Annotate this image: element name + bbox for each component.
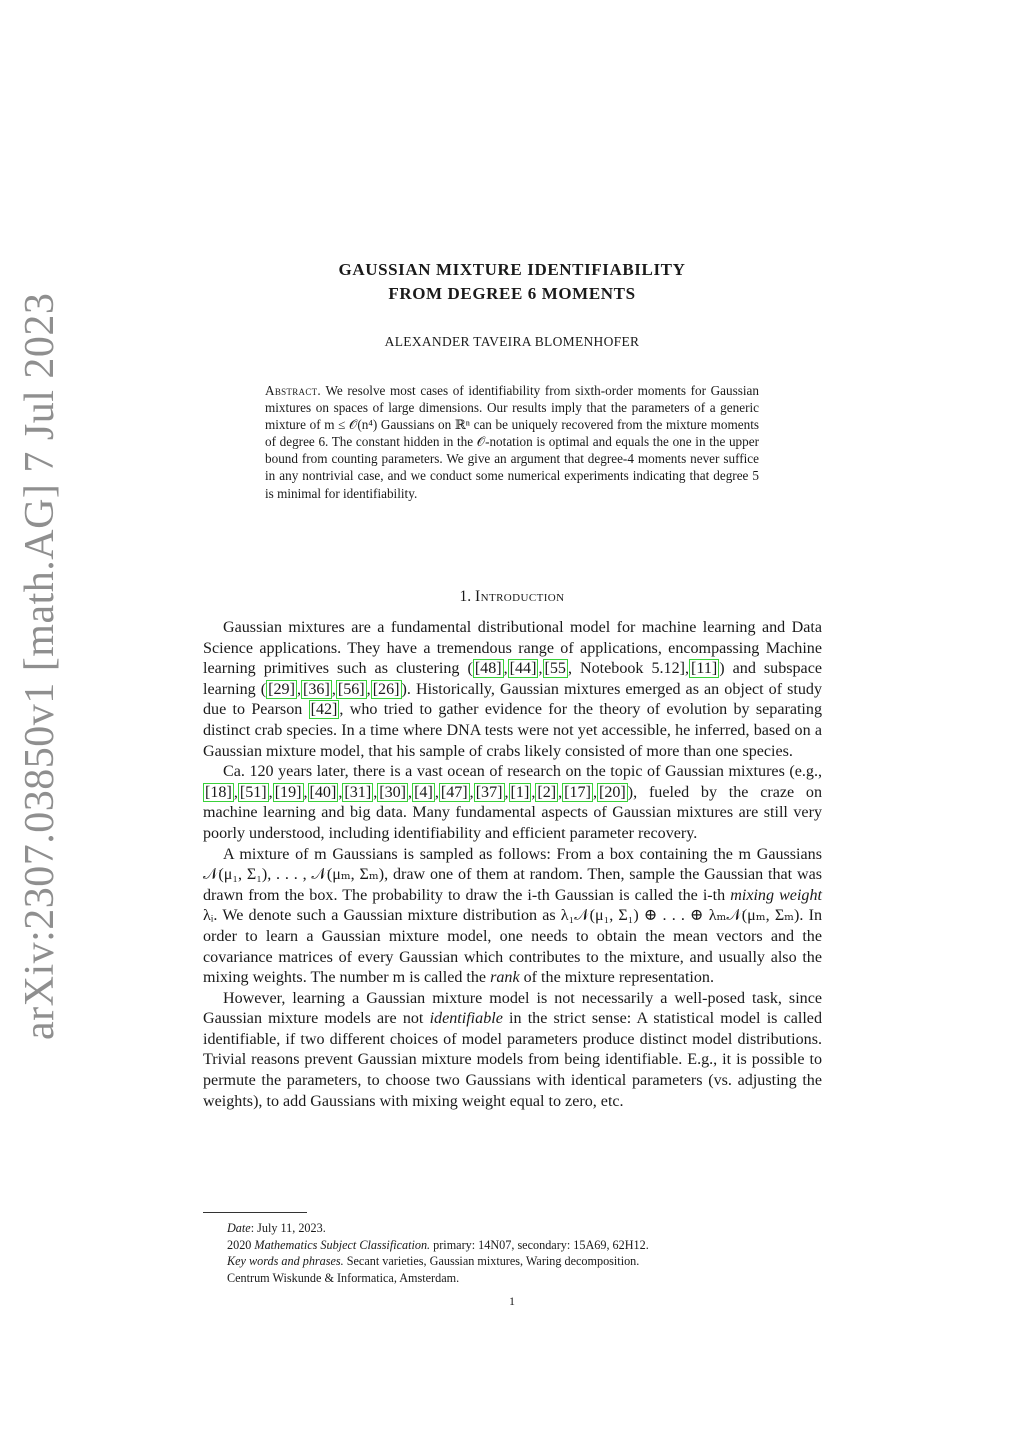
text-run: ). Historically, Gaussian mixtures emerged as an object of study due to Pearson: [203, 680, 822, 719]
page-number: 1: [509, 1294, 515, 1308]
footnote-value: Secant varieties, Gaussian mixtures, Waring decomposition.: [343, 1254, 640, 1269]
citation-link[interactable]: [47]: [440, 783, 468, 801]
footnote-value: 2020: [227, 1237, 255, 1252]
citation-link[interactable]: [2]: [537, 783, 557, 801]
citation-link[interactable]: [42]: [310, 701, 338, 719]
text-run: , Notebook 5.12],: [567, 660, 690, 678]
footnote-keywords: [227, 1253, 827, 1270]
footnote-label: Key words and phrases.: [227, 1254, 344, 1269]
citation-link[interactable]: [1]: [510, 783, 530, 801]
text-run: λᵢ. We denote such a Gaussian mixture distribution as λ₁𝒩(μ₁, Σ₁) ⊕ . . . ⊕ λₘ𝒩(μₘ, Σₘ). In order to learn a Gaussian mixture model, one needs to obtain the mean vectors and the covariance matrices of every Gaussian which contributes to the mixture, and usually also the mixing weights. The number m is called the: [203, 907, 822, 987]
paragraph-4: [203, 989, 822, 1113]
citation-link[interactable]: [18]: [205, 783, 232, 801]
footnote-msc: [227, 1237, 827, 1254]
text-run: However, learning a Gaussian mixture model is not necessarily a well-posed task, since Gaussian mixture models are not: [203, 989, 822, 1028]
footnotes: [227, 1220, 827, 1286]
abstract: [265, 382, 759, 502]
section-number: 1.: [459, 588, 472, 605]
citation-link[interactable]: [48]: [474, 660, 502, 678]
arxiv-identifier-stamp: arXiv:2307.03850v1 [math.AG] 7 Jul 2023: [17, 292, 63, 1040]
citation-link[interactable]: [19]: [274, 783, 302, 801]
citation-link[interactable]: [55: [544, 660, 566, 678]
title-line-2: FROM DEGREE 6 MOMENTS: [388, 284, 636, 303]
text-run: ), fueled by the craze on machine learning and big data. Many fundamental aspects of Gaussian mixtures are still very poorly understood, including identifiability and efficient parameter recovery.: [203, 783, 822, 842]
citation-link[interactable]: [37]: [475, 783, 503, 801]
footnote-label: Date: [227, 1221, 251, 1235]
abstract-label: Abstract.: [265, 383, 322, 398]
text-run: in the strict sense: A statistical model is called identifiable, if two different choices of model parameters produce distinct model distributions. Trivial reasons prevent Gaussian mixture models from being identifiable. E.g., it is possible to permute the parameters, to choose two Gaussians with identical parameters (vs. adjusting the weights), to add Gaussians with mixing weight equal to zero, etc.: [203, 1010, 823, 1110]
citation-link[interactable]: [31]: [344, 783, 372, 801]
citation-link[interactable]: [26]: [372, 680, 400, 698]
paper-title: [200, 258, 824, 306]
citation-link[interactable]: [4]: [414, 783, 433, 801]
citation-link[interactable]: [51]: [239, 783, 267, 801]
footnote-value: primary: 14N07, secondary: 15A69, 62H12.: [430, 1237, 649, 1252]
emphasis-term: mixing weight: [730, 886, 822, 904]
text-run: A mixture of m Gaussians is sampled as follows: From a box containing the m Gaussians 𝒩(μ₁, Σ₁), . . . , 𝒩(μₘ, Σₘ), draw one of them at random. Then, sample the Gaussian that was drawn from the box. The probability to draw the i-th Gaussian is called the i-th: [203, 845, 822, 904]
citation-link[interactable]: [56]: [337, 680, 365, 698]
text-run: Gaussian mixtures are a fundamental distributional model for machine learning and Data Science applications. They have a tremendous range of applications, encompassing Machine learning primitives such as clustering (: [203, 619, 822, 678]
emphasis-term: identifiable: [429, 1010, 503, 1028]
citation-link[interactable]: [11]: [691, 660, 718, 678]
paragraph-1: Gaussian mixtures are a fundamental distributional model for machine learning and Data Science applications. They have a tremendous range of applications, encompassing Machine learning primitives such as clustering ( [48] , [44] , [55 , Notebook 5.12], [11] ) and subspace learning ( [29] , [36] , [56] , [26] ). Historically, Gaussian mixtures emerged as an object of study due to Pearson [42] , who tried to gather evidence for the theory of evolution by separating distinct crab species. In a time where DNA tests were not yet accessible, he inferred, based on a Gaussian mixture model, that his sample of crabs likely consisted of more than one species.: [203, 619, 823, 760]
citation-link[interactable]: [44]: [509, 660, 537, 678]
text-run: , who tried to gather evidence for the theory of evolution by separating distinct crab species. In a time where DNA tests were not yet accessible, he inferred, based on a Gaussian mixture model, that his sample of crabs likely consisted of more than one species.: [203, 701, 823, 760]
title-line-1: GAUSSIAN MIXTURE IDENTIFIABILITY: [338, 260, 686, 279]
footnote-label: Mathematics Subject Classification.: [254, 1237, 431, 1252]
paragraph-3: [203, 845, 822, 989]
section-title: Introduction: [475, 588, 565, 605]
introduction-body: [203, 618, 822, 1112]
citation-link[interactable]: [40]: [309, 783, 337, 801]
author-name: ALEXANDER TAVEIRA BLOMENHOFER: [384, 334, 640, 349]
text-run: Ca. 120 years later, there is a vast ocean of research on the topic of Gaussian mixtures (e.g.,: [223, 763, 822, 781]
text-run: of the mixture representation.: [519, 969, 715, 987]
footnote-divider: [203, 1212, 307, 1213]
footnote-affiliation: Centrum Wiskunde & Informatica, Amsterdam.: [227, 1270, 460, 1285]
citation-link[interactable]: [17]: [564, 783, 591, 801]
text-run: ) and subspace learning (: [203, 660, 822, 698]
abstract-text: We resolve most cases of identifiability from sixth-order moments for Gaussian mixtures on spaces of large dimensions. Our results imply that the parameters of a generic mixture of m ≤ 𝒪(n⁴) Gaussians on ℝⁿ can be uniquely recovered from the mixture moments of degree 6. The constant hidden in the 𝒪-notation is optimal and equals the one in the upper bound from counting parameters. We give an argument that degree-4 moments never suffice in any nontrivial case, and we conduct some numerical experiments indicating that degree 5 is minimal for identifiability.: [265, 383, 759, 501]
footnote-value: : July 11, 2023.: [250, 1221, 326, 1235]
emphasis-term: rank: [490, 969, 520, 987]
citation-link[interactable]: [30]: [379, 783, 407, 801]
citation-link[interactable]: [36]: [303, 680, 330, 698]
paragraph-2: Ca. 120 years later, there is a vast ocean of research on the topic of Gaussian mixtures (e.g., [18] , [51] , [19] , [40] , [31] , [30] , [4] , [47] , [37] , [1] , [2] , [17] , [20] ), fueled by the craze on machine learning and big data. Many fundamental aspects of Gaussian mixtures are still very poorly understood, including identifiability and efficient parameter recovery.: [203, 763, 822, 842]
citation-link[interactable]: [29]: [268, 680, 295, 698]
citation-link[interactable]: [20]: [598, 783, 626, 801]
section-heading-introduction: [200, 588, 824, 606]
footnote-date: [227, 1220, 827, 1237]
